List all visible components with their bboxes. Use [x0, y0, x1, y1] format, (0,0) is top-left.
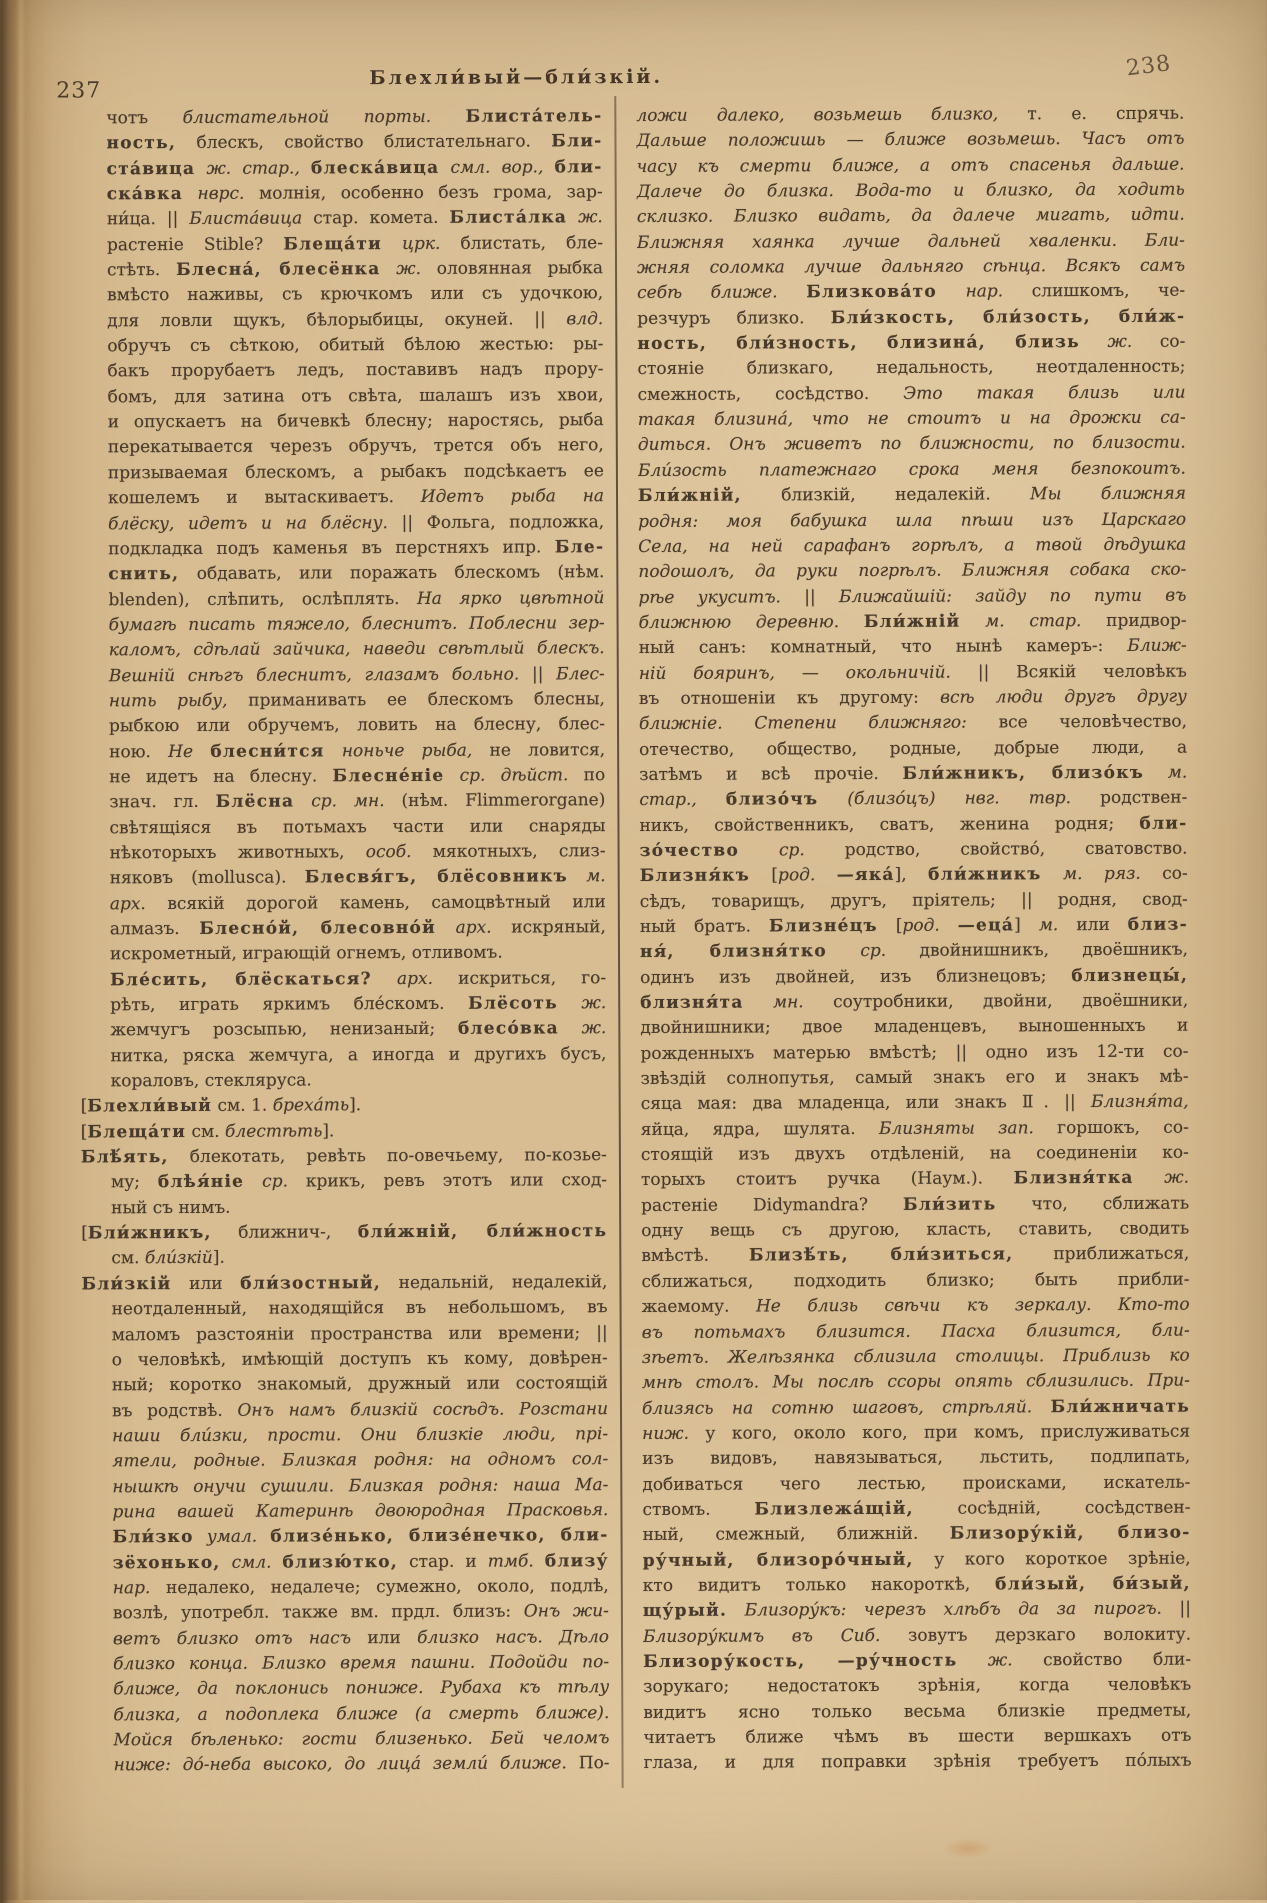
text-line: рѣе укуситъ. || Ближайшій: зайду по пути въ: [638, 585, 1187, 608]
text-line: блёску, идетъ и на блёсну. || Фольга, подложка,: [108, 511, 605, 534]
text-line: торыхъ стоитъ ручка (Наум.). Близня́тка ж.: [640, 1168, 1190, 1191]
text-column-left: [76, 104, 609, 1779]
column-divider-rule: [614, 96, 623, 1788]
text-line: ный санъ: комнатный, что нынѣ камеръ-: Ближ-: [638, 635, 1187, 659]
text-line: каломъ, сдѣлай зайчика, наведи свѣтлый блескъ.: [108, 638, 605, 661]
text-line: ветъ близко отъ насъ или близко насъ. Дѣло: [112, 1626, 610, 1649]
text-line: ска́вка нврс. молнія, особенно безъ грома, зар-: [106, 182, 603, 205]
text-line: ятели, родные. Близкая родня: на одномъ сол-: [112, 1449, 609, 1472]
text-line: ру́чный, близоро́чный, у кого короткое зрѣніе,: [642, 1548, 1191, 1571]
text-line: призываемая блескомъ, а рыбакъ подсѣкаетъ ее: [107, 460, 604, 484]
text-line: наши бли́зки, прости. Они близкіе люди, прі-: [112, 1423, 609, 1447]
text-line: сяца мая: два младенца, или знакъ Ⅱ. || Близня́та,: [640, 1091, 1189, 1115]
text-line: изъ видовъ, навязываться, льстить, подлипать,: [642, 1446, 1191, 1470]
text-line: алмазъ. Блесно́й, блесовно́й арх. искряный,: [109, 917, 606, 940]
text-line: нить рыбу, приманивать ее блескомъ блесны,: [108, 689, 605, 712]
text-line: стар., близо́чъ (близо́цъ) нвг. твр. родствен-: [639, 787, 1188, 811]
text-line: обручъ съ сѣткою, обитый бѣлою жестью: ры-: [107, 334, 604, 357]
text-line: Мойся бѣленько: гости близенько. Бей челомъ: [113, 1728, 610, 1751]
text-line: бумагѣ писать тяжело, блеснитъ. Поблесни зер-: [108, 612, 605, 636]
text-line: сѣдъ, товарищъ, другъ, пріятель; || родня, свод-: [639, 889, 1188, 912]
text-line: чотъ блистательной порты. Блиста́тель-: [106, 106, 603, 129]
text-line: ный съ нимъ.: [111, 1197, 231, 1219]
text-line: Близору́кимъ въ Сиб. зовутъ дерзкаго волокиту.: [642, 1624, 1192, 1647]
page-number-left: 237: [56, 78, 102, 104]
text-line: снить, обдавать, или поражать блескомъ (нѣм.: [108, 562, 605, 585]
text-line: Далече до близка. Вода-то и близко, да ходить: [636, 179, 1185, 203]
text-line: родня: моя бабушка шла пѣши изъ Царскаго: [638, 509, 1187, 532]
text-line: ближе, да поклонись пониже. Рубаха къ тѣлу: [113, 1677, 610, 1700]
text-line: Вешній снѣгъ блеснитъ, глазамъ больно. || Блес-: [108, 663, 605, 686]
text-line: затѣмъ и всѣ прочіе. Бли́жникъ, близо́къ м.: [639, 762, 1188, 785]
text-line: ный, смежный, ближній. Близору́кій, близо-: [642, 1522, 1191, 1546]
text-line: кто видитъ только накороткѣ, бли́зый, би́зый,: [642, 1573, 1191, 1596]
text-line: Бле́сить, блёскаться? арх. искриться, го-: [110, 967, 607, 990]
text-line: ній бояринъ, — окольничій. || Всякій человѣкъ: [638, 661, 1187, 684]
text-line: въ отношеніи къ другому: всѣ люди другъ другу: [638, 686, 1187, 709]
text-line: кошелемъ и вытаскиваетъ. Идетъ рыба на: [107, 486, 605, 509]
text-line: искрометный, играющій огнемъ, отливомъ.: [109, 942, 503, 965]
text-line: смежность, сосѣдство. Это такая близь или: [637, 382, 1186, 405]
text-line: для ловли щукъ, бѣлорыбицы, окуней. || влд.: [107, 308, 604, 332]
text-line: ность, бли́зность, близина́, близь ж. со-: [637, 331, 1186, 355]
text-line: Блѣ́ять, блекотать, ревѣть по-овечьему, по-козье-: [80, 1145, 607, 1168]
text-line: Села, на ней сарафанъ горѣлъ, а твой дѣдушка: [638, 534, 1187, 557]
text-line: подкладка подъ каменья въ перстняхъ ипр. Бле-: [108, 536, 605, 560]
text-line: ня́, близня́тко ср. двойнишникъ, двоёшникъ,: [639, 939, 1189, 963]
text-line: ниж. у кого, около кого, при комъ, прислуживаться: [642, 1421, 1191, 1444]
text-line: подошолъ, да руки погрѣлъ. Ближняя собака ско-: [638, 559, 1187, 583]
text-line: ниже: до́-неба высоко, до лица́ земли́ ближе. По-: [113, 1753, 610, 1776]
text-line: Близня́къ [род. —яка́], бли́жникъ м. ряз. со-: [639, 863, 1188, 887]
text-line: стояніе близкаго, недальность, неотдаленность;: [637, 357, 1186, 380]
text-line: Бли́зко умал. близе́нько, близе́нечко, бли-: [112, 1525, 609, 1548]
text-line: жняя соломка лучше дальняго сѣнца. Всякъ самъ: [636, 255, 1186, 279]
text-line: Ближняя хаянка лучше дальней хваленки. Бли-: [636, 230, 1185, 253]
text-line: растеніе Stible? Блеща́ти црк. блистать, бле-: [106, 232, 603, 256]
text-line: маломъ разстояніи пространства или времени; ||: [111, 1322, 608, 1345]
text-line: нѣкоторыхъ животныхъ, особ. мякотныхъ, слиз-: [109, 841, 606, 864]
text-line: одну вещь съ другою, класть, ставить, сводить: [641, 1218, 1190, 1242]
text-line: Бли́жній, близкій, недалекій. Мы ближняя: [637, 483, 1187, 507]
text-line: себѣ ближе. Близкова́то нар. слишкомъ, че-: [637, 280, 1186, 304]
text-line: арх. всякій дорогой камень, самоцвѣтный или: [109, 891, 606, 914]
text-line: двойнишники; двое младенцевъ, выношенныхъ и: [640, 1015, 1189, 1039]
text-column-right: [636, 102, 1191, 1777]
text-line: ни́ца. || Блиста́вица стар. комета. Блиста́лка ж.: [106, 207, 603, 230]
text-line: жемчугъ розсыпью, ненизаный; блесо́вка ж.: [110, 1018, 607, 1041]
text-line: видитъ ясно только весьма близкіе предметы,: [643, 1700, 1192, 1723]
text-line: рыбкою или обручемъ, ловить на блесну, блес-: [108, 714, 606, 737]
text-line: нышкѣ онучи сушили. Близкая родня: наша Ма-: [112, 1474, 609, 1497]
text-line: [Блехли́вый см. 1. бреха́ть].: [80, 1095, 362, 1117]
text-line: ный; коротко знакомый, дружный или состоящій: [111, 1373, 608, 1396]
text-line: никъ, свойственникъ, сватъ, женина родня; бли-: [639, 813, 1188, 836]
text-line: ста́вица ж. стар., блеска́вица смл. вор., бли-: [106, 156, 603, 179]
text-line: ствомъ. Близлежа́щій, сосѣдній, сосѣдствен-: [642, 1497, 1191, 1520]
text-line: диться. Онъ живетъ по ближности, по близости.: [637, 433, 1186, 456]
text-line: неотдаленный, находящійся въ небольшомъ, въ: [111, 1297, 608, 1320]
text-line: возлѣ, употребл. также вм. прдл. близъ: Онъ жи-: [112, 1601, 609, 1624]
text-line: Дальше положишь — ближе возьмешь. Часъ отъ: [636, 128, 1185, 152]
text-line: нитка, ряска жемчуга, а иногда и другихъ бусъ,: [110, 1043, 607, 1067]
text-line: въ родствѣ. Онъ намъ близкій сосѣдъ. Розстани: [111, 1398, 609, 1421]
text-line: рожденныхъ матерью вмѣстѣ; || одно изъ 12-ти со-: [640, 1041, 1189, 1064]
text-line: близко конца. Близко время пашни. Подойди по-: [113, 1652, 610, 1675]
text-line: ною. Не блесни́тся ноньче рыба, не ловится,: [109, 739, 606, 762]
text-line: вмѣстѣ. Близѣ́ть, бли́зиться, приближаться,: [641, 1244, 1190, 1267]
text-line: ближніе. Степени ближняго: все человѣчество,: [638, 711, 1188, 735]
text-line: ный братъ. Близне́цъ [род. —еца́] м. или близ-: [639, 914, 1188, 937]
text-line: глаза, и для поправки зрѣнія требуетъ по́лыхъ: [643, 1750, 1192, 1774]
text-line: мнѣ столъ. Мы послѣ ссоры опять сблизились. При-: [641, 1370, 1190, 1394]
text-line: рина вашей Катеринѣ двоюродная Прасковья.: [112, 1500, 609, 1523]
text-line: Бли́зость платежнаго срока меня безпокоитъ.: [637, 458, 1186, 481]
text-line: въ потьмахъ близится. Пасха близится, бли-: [641, 1320, 1190, 1343]
text-line: Бли́зкій или бли́зостный, недальній, недалекій,: [81, 1271, 608, 1295]
text-line: растеніе Didymandra? Бли́зить что, сближать: [641, 1193, 1190, 1216]
text-line: blenden), слѣпить, ослѣплять. На ярко цвѣтной: [108, 587, 605, 610]
text-line: свѣтящіяся въ потьмахъ части или снаряды: [109, 815, 606, 838]
text-line: перекатывается черезъ обручъ, трется объ него,: [107, 435, 604, 458]
text-line: яйца, ядра, шулята. Близняты зап. горшокъ, со-: [640, 1117, 1189, 1140]
text-line: зёхонько, смл. близю́тко, стар. и тмб. близу́: [112, 1550, 609, 1573]
text-line: близня́та мн. соутробники, двойни, двоёшники,: [640, 990, 1189, 1014]
text-line: стѣть. Блесна́, блесёнка ж. оловянная рыбка: [106, 258, 604, 281]
text-line: му; блѣя́ніе ср. крикъ, ревъ этотъ или сход-: [110, 1170, 608, 1193]
text-line: зѣетъ. Желѣзянка сблизила столицы. Приблизь ко: [641, 1345, 1190, 1368]
text-line: часу къ смерти ближе, а отъ спасенья дальше.: [636, 154, 1185, 177]
text-line: ность, блескъ, свойство блистательнаго. Бли-: [106, 131, 603, 154]
text-line: рѣть, играть яркимъ бле́скомъ. Блёсоть ж.: [110, 993, 607, 1016]
text-line: [Бли́жникъ, ближнич-, бли́жній, бли́жность: [81, 1221, 608, 1244]
text-line: Близору́кость, —ру́чность ж. свойство бли-: [643, 1649, 1192, 1672]
running-header: Блехли́вый—бли́зкій.: [369, 65, 664, 90]
page-number-right: 238: [1124, 51, 1173, 82]
text-line: см. бли́зкій].: [111, 1248, 225, 1269]
text-line: близясь на сотню шаговъ, стрѣляй. Бли́жничать: [641, 1396, 1191, 1419]
text-line: нар. недалеко, недалече; сумежно, около, подлѣ,: [112, 1576, 609, 1599]
text-line: бомъ, для затина отъ свѣта, шалашъ изъ хвои,: [107, 384, 604, 408]
text-line: отечество, общество, родные, добрые люди, а: [639, 737, 1188, 760]
text-line: сближаться, подходить близко; быть прибли-: [641, 1269, 1190, 1292]
text-line: резчуръ близко. Бли́зкость, бли́зость, бли́ж-: [637, 306, 1186, 329]
ink-stain: [942, 1838, 994, 1858]
text-line: ближнюю деревню. Бли́жній м. стар. придвор-: [638, 610, 1187, 633]
text-line: кораловъ, стекляруса.: [110, 1070, 312, 1092]
text-line: не идетъ на блесну. Блесне́ніе ср. дѣйст. по: [109, 765, 606, 788]
text-line: такая близина́, что не стоитъ и на дрожки са-: [637, 407, 1186, 431]
text-line: жаемому. Не близь свѣчи къ зеркалу. Кто-то: [641, 1294, 1190, 1318]
text-line: близка, а подоплека ближе (а смерть ближе).: [113, 1702, 610, 1725]
text-line: склизко. Близко видать, да далече мигать, идти.: [636, 204, 1185, 228]
text-line: няковъ (mollusca). Блесвя́гъ, блёсовникъ м.: [109, 866, 606, 889]
text-line: вмѣсто наживы, съ крючкомъ или съ удочкою,: [107, 283, 604, 306]
text-line: щу́рый. Близору́къ: черезъ хлѣбъ да за пирогъ. ||: [642, 1598, 1191, 1622]
text-line: одинъ изъ двойней, изъ близнецовъ; близнецы́,: [640, 965, 1189, 988]
text-line: и опускаетъ на бичевкѣ блесну; наростясь, рыба: [107, 410, 604, 433]
text-line: о человѣкѣ, имѣющій доступъ къ кому, довѣрен-: [111, 1347, 608, 1371]
text-line: зорукаго; недостатокъ зрѣнія, когда человѣкъ: [643, 1674, 1192, 1698]
text-line: знач. гл. Блёсна ср. мн. (нѣм. Flimmerorgane): [109, 790, 606, 813]
text-line: звѣздій солнопутья, самый знакъ его и знакъ мѣ-: [640, 1066, 1189, 1090]
text-line: читаетъ ближе чѣмъ въ шести вершкахъ отъ: [643, 1725, 1192, 1748]
text-line: бакъ прорубаетъ ледъ, поставивъ надъ прору-: [107, 359, 604, 382]
text-line: ложи далеко, возьмешь близко, т. е. спрячь.: [636, 103, 1185, 126]
text-line: добиваться чего лестью, происками, искатель-: [642, 1472, 1191, 1495]
text-line: [Блеща́ти см. блестѣть].: [80, 1121, 335, 1143]
text-line: стоящій изъ двухъ отдѣленій, на соединеніи ко-: [640, 1142, 1189, 1166]
text-line: зо́чество ср. родство, свойство́, сватовство.: [639, 838, 1188, 861]
